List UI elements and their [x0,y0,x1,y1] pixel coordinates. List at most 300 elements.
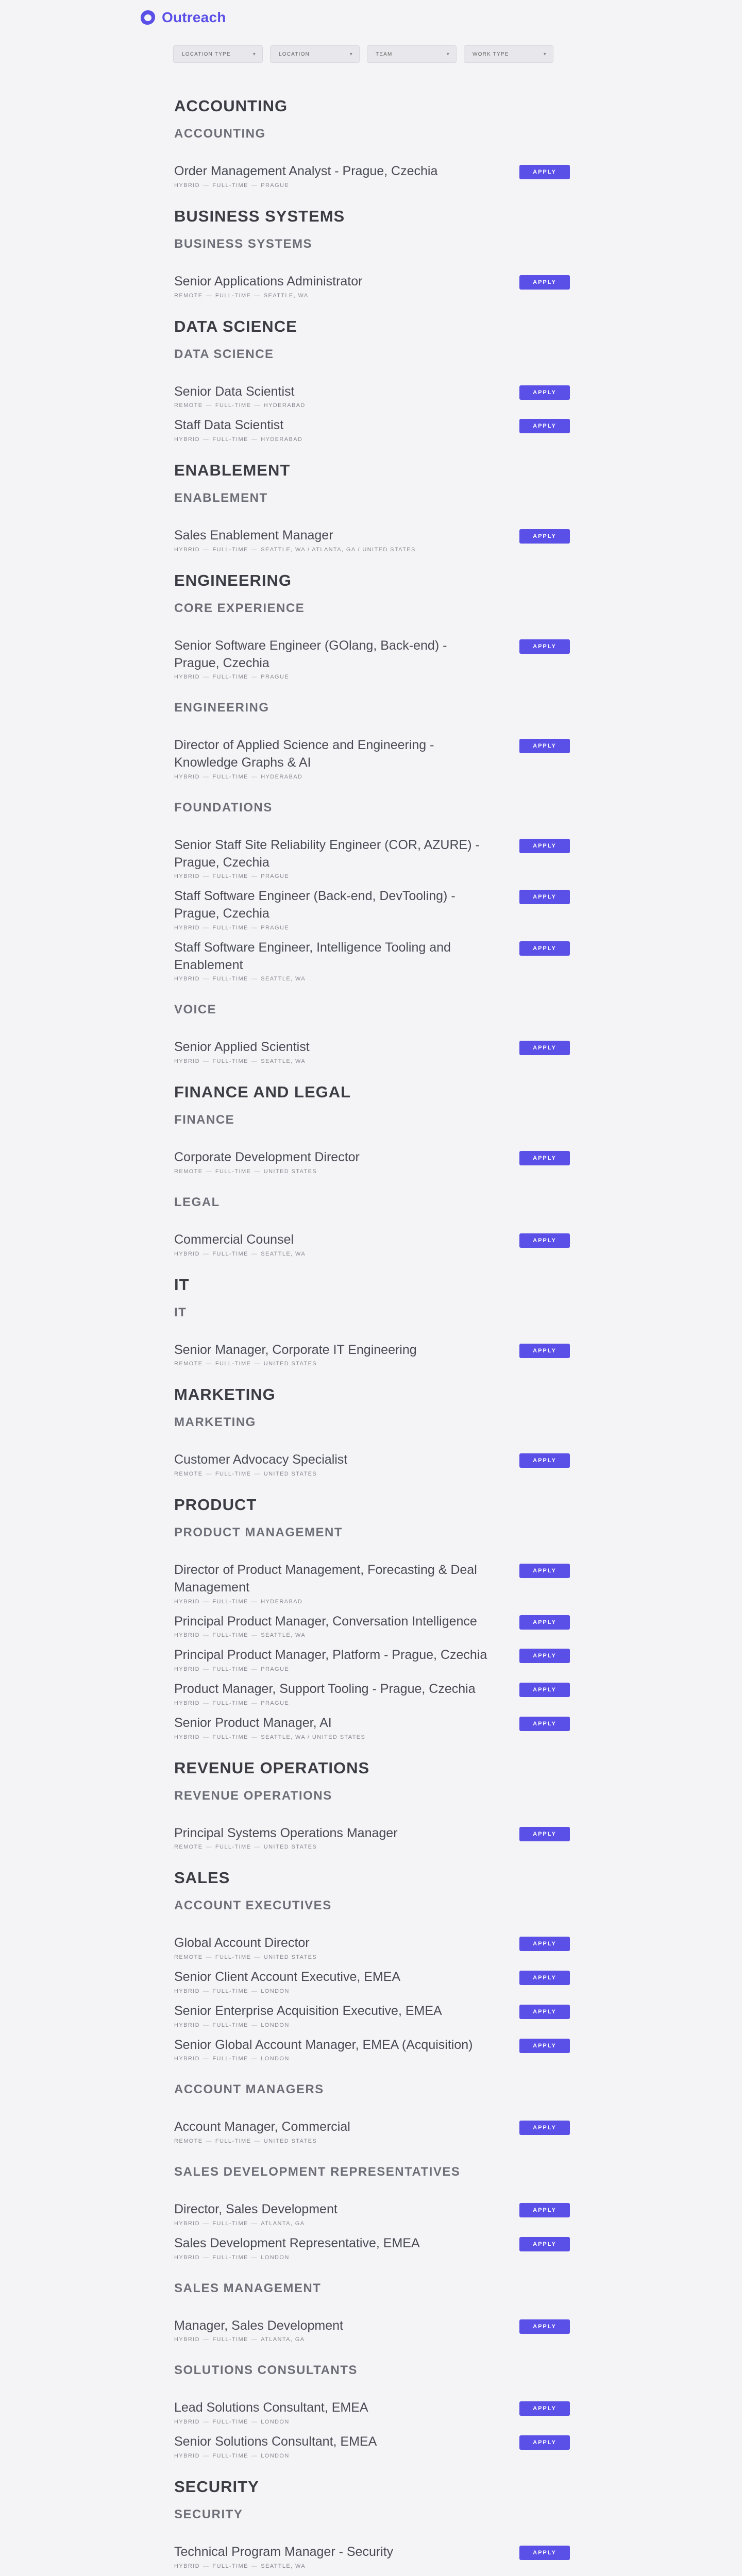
meta-tag: FULL-TIME [212,924,248,931]
meta-separator: — [203,1988,210,1994]
job-title-link[interactable]: Order Management Analyst - Prague, Czechia [174,164,438,178]
job-title-link[interactable]: Director, Sales Development [174,2202,338,2216]
team-heading: IT [174,1305,187,1319]
job-title-link[interactable]: Sales Development Representative, EMEA [174,2235,420,2250]
job-title-link[interactable]: Staff Software Engineer, Intelligence Tooling and Enablement [174,940,451,972]
meta-tag: FULL-TIME [215,1168,251,1175]
meta-tag: HYDERABAD [261,436,303,443]
meta-tag: SEATTLE, WA [263,292,309,299]
job-meta [174,2138,494,2144]
meta-tag: HYDERABAD [263,402,306,409]
meta-separator: — [251,2254,258,2261]
meta-separator: — [206,1471,212,1477]
job-meta [174,1734,494,1740]
brand-name: Outreach [162,9,226,25]
meta-separator: — [206,1361,212,1367]
job-title-link[interactable]: Senior Applications Administrator [174,274,363,289]
team-heading: ENGINEERING [174,701,269,715]
meta-tag: SEATTLE, WA [261,976,306,982]
apply-button[interactable]: APPLY [519,839,570,853]
department-section [174,97,570,189]
meta-tag: REMOTE [174,1954,203,1960]
apply-button[interactable]: APPLY [519,2401,570,2416]
posting-info [174,2003,494,2028]
brand-logo[interactable] [139,9,226,26]
meta-tag: REMOTE [174,1361,203,1367]
meta-separator: — [251,1250,258,1257]
job-posting[interactable] [174,1681,570,1706]
meta-tag: LONDON [261,2419,290,2425]
meta-separator: — [251,1988,258,1994]
job-title-link[interactable]: Senior Product Manager, AI [174,1715,332,1730]
apply-button[interactable]: APPLY [519,1683,570,1697]
meta-tag: FULL-TIME [212,873,248,880]
meta-tag: HYBRID [174,2452,200,2459]
meta-tag: FULL-TIME [215,1844,251,1851]
meta-tag: HYBRID [174,2254,200,2261]
department-section [174,1759,570,1851]
meta-separator: — [203,2254,210,2261]
job-meta [174,1844,494,1850]
meta-tag: FULL-TIME [212,1632,248,1639]
job-meta [174,2453,494,2459]
meta-tag: HYBRID [174,1598,200,1605]
job-posting[interactable] [174,2003,570,2028]
job-posting[interactable] [174,417,570,443]
posting-info [174,1039,494,1064]
meta-tag: HYBRID [174,182,200,189]
posting-info [174,2119,494,2144]
job-meta [174,1666,494,1672]
chevron-down-icon: ▾ [446,51,450,57]
meta-tag: FULL-TIME [215,292,251,299]
job-posting[interactable] [174,1231,570,1257]
job-title-link[interactable]: Principal Product Manager, Platform - Prague, Czechia [174,1648,487,1663]
job-title-link[interactable]: Senior Data Scientist [174,384,295,399]
job-meta [174,1700,494,1706]
meta-separator: — [254,1361,261,1367]
job-title-link[interactable]: Product Manager, Support Tooling - Prague, Czechia [174,1682,476,1696]
meta-tag: FULL-TIME [215,1954,251,1960]
job-title-link[interactable]: Account Manager, Commercial [174,2120,350,2134]
team-heading: SECURITY [174,2507,243,2521]
job-posting[interactable] [174,1715,570,1740]
chevron-down-icon: ▾ [543,51,547,57]
meta-tag: HYBRID [174,2056,200,2062]
postings-list [174,63,570,2576]
team-heading: FOUNDATIONS [174,800,273,815]
posting-info [174,527,494,553]
job-posting[interactable] [174,1342,570,1367]
apply-button[interactable]: APPLY [519,1937,570,1951]
meta-separator: — [203,1666,210,1672]
meta-tag: FULL-TIME [212,1988,248,1994]
job-title-link[interactable]: Senior Staff Site Reliability Engineer (COR, AZURE) - Prague, Czechia [174,837,480,870]
chevron-down-icon: ▾ [252,51,256,57]
meta-tag: HYDERABAD [261,1598,303,1605]
meta-separator: — [251,2419,258,2425]
apply-button[interactable]: APPLY [519,385,570,400]
meta-tag: HYBRID [174,2419,200,2425]
apply-button[interactable]: APPLY [519,2546,570,2560]
meta-tag: UNITED STATES [263,1844,317,1851]
meta-tag: HYBRID [174,2563,200,2569]
job-posting[interactable] [174,383,570,409]
meta-separator: — [254,1168,261,1175]
job-title-link[interactable]: Commercial Counsel [174,1232,294,1247]
outreach-logo-icon [139,9,157,26]
job-posting[interactable] [174,2201,570,2227]
job-title-link[interactable]: Principal Systems Operations Manager [174,1825,398,1840]
meta-tag: PRAGUE [261,1700,290,1706]
department-heading: SALES [174,1869,230,1887]
meta-tag: HYBRID [174,976,200,982]
apply-button[interactable]: APPLY [519,890,570,904]
meta-tag: FULL-TIME [212,2419,248,2425]
meta-tag: ATLANTA, GA [261,2336,305,2343]
meta-tag: FULL-TIME [212,182,248,189]
job-meta [174,925,494,931]
apply-button[interactable]: APPLY [519,1233,570,1248]
meta-tag: REMOTE [174,2138,203,2144]
meta-tag: FULL-TIME [212,2056,248,2062]
job-meta [174,1168,494,1175]
job-meta [174,1599,494,1605]
job-title-link[interactable]: Corporate Development Director [174,1150,360,1164]
job-title-link[interactable]: Global Account Director [174,1936,310,1951]
posting-info [174,1451,494,1477]
department-section [174,461,570,553]
team-heading: ACCOUNTING [174,127,266,141]
apply-button[interactable]: APPLY [519,2039,570,2053]
posting-info [174,888,494,931]
job-title-link[interactable]: Senior Solutions Consultant, EMEA [174,2434,377,2449]
posting-info [174,1681,494,1706]
team-heading: SALES MANAGEMENT [174,2281,322,2295]
job-posting[interactable] [174,2037,570,2062]
apply-button[interactable]: APPLY [519,2435,570,2450]
job-title-link[interactable]: Senior Client Account Executive, EMEA [174,1970,401,1984]
meta-tag: SEATTLE, WA [261,2563,306,2569]
meta-tag: LONDON [261,2452,290,2459]
job-title-link[interactable]: Senior Enterprise Acquisition Executive, EMEA [174,2003,442,2018]
meta-tag: LONDON [261,1988,290,1994]
job-posting[interactable] [174,1149,570,1175]
posting-info [174,417,494,443]
apply-button[interactable]: APPLY [519,739,570,753]
meta-separator: — [254,292,261,299]
filter-location-type[interactable] [173,45,263,63]
apply-button[interactable]: APPLY [519,1041,570,1055]
meta-separator: — [254,1471,261,1477]
meta-separator: — [203,546,210,553]
meta-separator: — [254,2138,261,2144]
posting-info [174,1969,494,1994]
apply-button[interactable]: APPLY [519,1649,570,1663]
meta-tag: PRAGUE [261,674,290,681]
posting-info [174,2201,494,2227]
job-meta [174,2336,494,2343]
meta-tag: PRAGUE [261,924,290,931]
filter-bar [173,45,742,63]
apply-button[interactable]: APPLY [519,1151,570,1165]
meta-tag: FULL-TIME [212,2563,248,2569]
meta-tag: FULL-TIME [212,436,248,443]
job-title-link[interactable]: Staff Data Scientist [174,418,284,433]
job-title-link[interactable]: Manager, Sales Development [174,2318,343,2333]
meta-separator: — [206,1168,212,1175]
job-meta [174,1988,494,1994]
job-title-link[interactable]: Customer Advocacy Specialist [174,1452,348,1467]
team-heading: LEGAL [174,1195,220,1209]
meta-separator: — [251,2563,258,2569]
team-heading: BUSINESS SYSTEMS [174,236,313,251]
job-title-link[interactable]: Lead Solutions Consultant, EMEA [174,2400,368,2415]
department-heading: REVENUE OPERATIONS [174,1758,370,1777]
job-title-link[interactable]: Director of Product Management, Forecasting & Deal Management [174,1563,477,1595]
apply-button[interactable]: APPLY [519,419,570,433]
department-heading: BUSINESS SYSTEMS [174,207,345,225]
chevron-down-icon: ▾ [349,51,353,57]
meta-separator: — [251,2056,258,2062]
apply-button[interactable]: APPLY [519,1344,570,1358]
job-posting[interactable] [174,2544,570,2569]
meta-separator: — [251,1734,258,1740]
meta-separator: — [251,546,258,553]
job-meta [174,436,494,443]
team-heading: ENABLEMENT [174,491,268,505]
department-heading: ENABLEMENT [174,461,291,479]
job-posting[interactable] [174,888,570,931]
posting-info [174,2235,494,2261]
meta-tag: FULL-TIME [212,2452,248,2459]
meta-separator: — [203,2419,210,2425]
job-meta [174,293,494,299]
team-heading: MARKETING [174,1415,256,1430]
meta-tag: PRAGUE [261,1666,290,1672]
team-heading: FINANCE [174,1113,235,1127]
meta-separator: — [206,1844,212,1851]
meta-separator: — [203,1058,210,1064]
meta-tag: FULL-TIME [212,2220,248,2227]
meta-separator: — [251,773,258,780]
job-meta [174,2419,494,2425]
job-title-link[interactable]: Principal Product Manager, Conversation Intelligence [174,1614,477,1629]
team-heading: PRODUCT MANAGEMENT [174,1526,343,1539]
job-posting[interactable] [174,1562,570,1605]
meta-separator: — [251,1598,258,1605]
posting-info [174,163,494,189]
posting-info [174,637,494,681]
meta-separator: — [203,2452,210,2459]
job-posting[interactable] [174,939,570,982]
apply-button[interactable]: APPLY [519,529,570,544]
apply-button[interactable]: APPLY [519,1615,570,1630]
job-title-link[interactable]: Senior Software Engineer (GOlang, Back-end) - Prague, Czechia [174,638,447,670]
meta-separator: — [203,773,210,780]
team-heading: REVENUE OPERATIONS [174,1788,332,1803]
meta-tag: UNITED STATES [263,1471,317,1477]
job-meta [174,2056,494,2062]
team-heading: DATA SCIENCE [174,347,274,361]
meta-separator: — [203,1734,210,1740]
meta-separator: — [251,924,258,931]
meta-tag: HYBRID [174,873,200,880]
meta-separator: — [254,1844,261,1851]
apply-button[interactable]: APPLY [519,2005,570,2019]
job-title-link[interactable]: Technical Program Manager - Security [174,2544,394,2559]
job-meta [174,2022,494,2028]
posting-info [174,383,494,409]
meta-tag: UNITED STATES [263,1168,317,1175]
department-section [174,1083,570,1257]
apply-button[interactable]: APPLY [519,1971,570,1985]
apply-button[interactable]: APPLY [519,1564,570,1578]
apply-button[interactable]: APPLY [519,2203,570,2217]
filter-team[interactable] [367,45,457,63]
meta-separator: — [203,1700,210,1706]
job-posting[interactable] [174,637,570,681]
apply-button[interactable]: APPLY [519,2237,570,2251]
meta-tag: UNITED STATES [263,2138,317,2144]
department-heading: IT [174,1275,190,1294]
job-title-link[interactable]: Sales Enablement Manager [174,528,333,543]
meta-tag: FULL-TIME [212,976,248,982]
job-posting[interactable] [174,737,570,780]
job-posting[interactable] [174,1647,570,1672]
job-posting[interactable] [174,527,570,553]
posting-info [174,2433,494,2459]
meta-tag: PRAGUE [261,182,290,189]
meta-tag: SEATTLE, WA [261,1058,306,1064]
meta-separator: — [251,2022,258,2028]
apply-button[interactable]: APPLY [519,1453,570,1468]
meta-tag: HYBRID [174,2022,200,2028]
department-heading: FINANCE AND LEGAL [174,1083,351,1101]
filter-location[interactable] [270,45,360,63]
posting-info [174,273,494,299]
job-posting[interactable] [174,2433,570,2459]
job-posting[interactable] [174,163,570,189]
meta-tag: FULL-TIME [212,546,248,553]
meta-separator: — [251,1666,258,1672]
posting-info [174,2544,494,2569]
meta-separator: — [203,674,210,681]
meta-tag: LONDON [261,2022,290,2028]
meta-tag: HYBRID [174,1632,200,1639]
job-posting[interactable] [174,1613,570,1639]
filter-work-type[interactable] [464,45,553,63]
meta-tag: UNITED STATES [263,1361,317,1367]
meta-separator: — [206,1954,212,1960]
apply-button[interactable]: APPLY [519,165,570,179]
meta-separator: — [251,2336,258,2343]
job-meta [174,976,494,982]
job-posting[interactable] [174,837,570,880]
job-posting[interactable] [174,1451,570,1477]
apply-button[interactable]: APPLY [519,941,570,956]
meta-separator: — [251,873,258,880]
meta-tag: UNITED STATES [263,1954,317,1960]
meta-tag: HYBRID [174,2336,200,2343]
job-posting[interactable] [174,1969,570,1994]
job-meta [174,1471,494,1477]
meta-tag: HYBRID [174,674,200,681]
meta-tag: ATLANTA, GA [261,2220,305,2227]
department-heading: ENGINEERING [174,571,292,589]
meta-separator: — [251,1700,258,1706]
meta-separator: — [251,674,258,681]
posting-info [174,1231,494,1257]
team-heading: CORE EXPERIENCE [174,601,305,615]
department-section [174,1276,570,1367]
meta-tag: REMOTE [174,292,203,299]
meta-separator: — [203,2336,210,2343]
meta-tag: SEATTLE, WA / UNITED STATES [261,1734,366,1740]
meta-tag: FULL-TIME [215,1361,251,1367]
meta-separator: — [251,182,258,189]
meta-separator: — [251,2220,258,2227]
meta-tag: HYBRID [174,1250,200,1257]
job-title-link[interactable]: Senior Global Account Manager, EMEA (Acquisition) [174,2037,473,2052]
job-posting[interactable] [174,1825,570,1851]
team-heading: ACCOUNT EXECUTIVES [174,1899,332,1913]
apply-button[interactable]: APPLY [519,2121,570,2135]
job-posting[interactable] [174,2399,570,2425]
job-title-link[interactable]: Staff Software Engineer (Back-end, DevTooling) - Prague, Czechia [174,889,456,921]
meta-separator: — [203,2056,210,2062]
job-meta [174,774,494,780]
meta-tag: HYBRID [174,1734,200,1740]
posting-info [174,837,494,880]
apply-button[interactable]: APPLY [519,1827,570,1841]
job-title-link[interactable]: Director of Applied Science and Engineering - Knowledge Graphs & AI [174,738,434,770]
meta-tag: FULL-TIME [215,1471,251,1477]
job-posting[interactable] [174,1935,570,1960]
meta-separator: — [203,2022,210,2028]
job-meta [174,2221,494,2227]
job-posting[interactable] [174,1039,570,1064]
meta-tag: HYBRID [174,546,200,553]
meta-separator: — [203,1250,210,1257]
posting-info [174,1715,494,1740]
meta-tag: HYBRID [174,1988,200,1994]
job-posting[interactable] [174,273,570,299]
job-meta [174,1954,494,1960]
team-heading: SOLUTIONS CONSULTANTS [174,2363,358,2378]
apply-button[interactable]: APPLY [519,2319,570,2334]
apply-button[interactable]: APPLY [519,639,570,654]
job-title-link[interactable]: Senior Applied Scientist [174,1040,310,1055]
job-title-link[interactable]: Senior Manager, Corporate IT Engineering [174,1342,417,1357]
job-posting[interactable] [174,2317,570,2343]
meta-separator: — [203,1598,210,1605]
job-posting[interactable] [174,2119,570,2144]
department-section [174,1385,570,1477]
posting-info [174,737,494,780]
meta-tag: HYBRID [174,436,200,443]
meta-tag: REMOTE [174,1471,203,1477]
apply-button[interactable]: APPLY [519,1717,570,1731]
apply-button[interactable]: APPLY [519,275,570,290]
job-meta [174,873,494,879]
posting-info [174,1825,494,1851]
meta-separator: — [206,402,212,409]
meta-tag: LONDON [261,2254,290,2261]
job-posting[interactable] [174,2235,570,2261]
posting-info [174,1935,494,1960]
meta-tag: HYDERABAD [261,773,303,780]
